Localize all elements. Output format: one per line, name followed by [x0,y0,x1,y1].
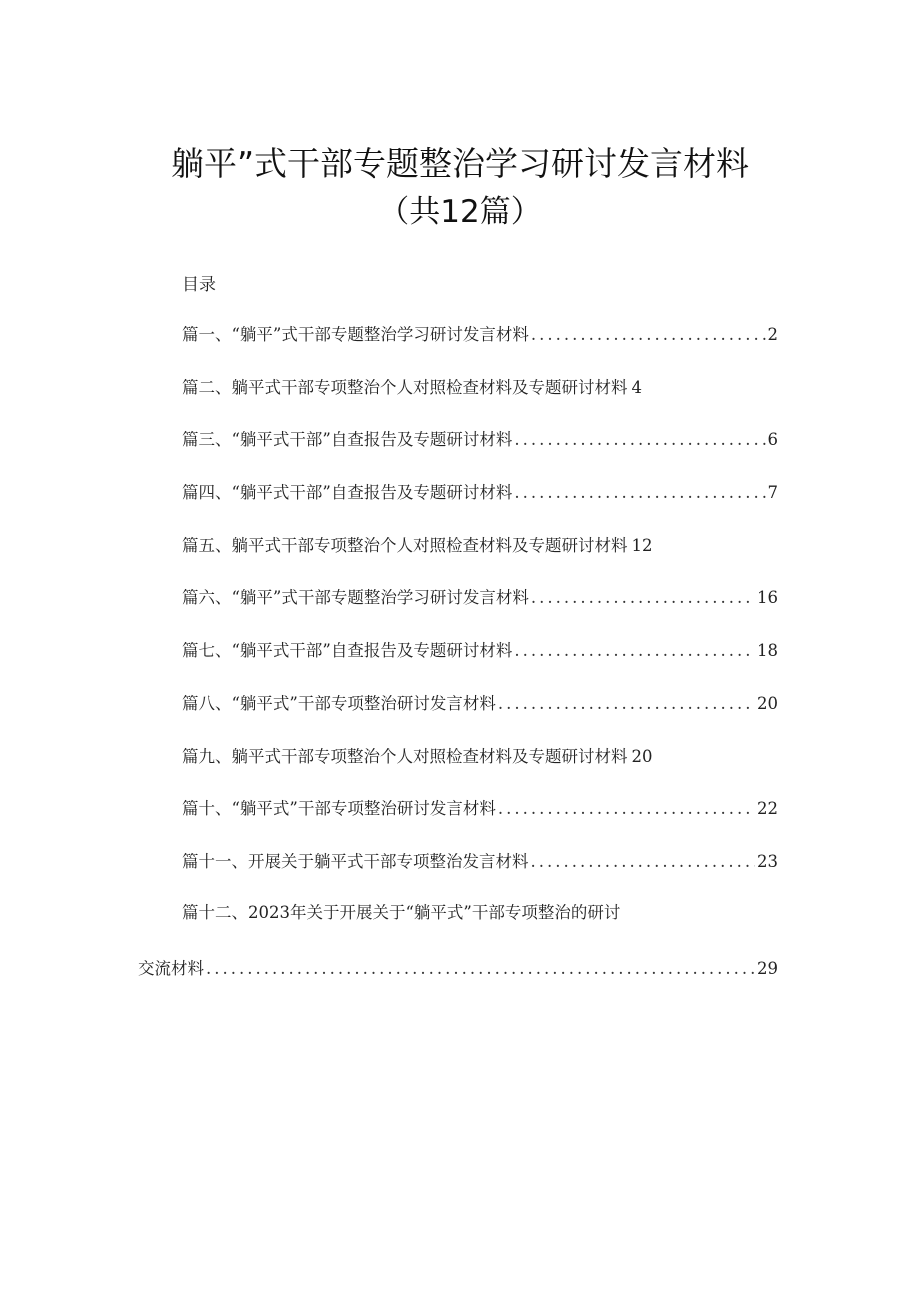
toc-entry-page: 4 [631,377,642,397]
toc-entry-page: 16 [757,588,778,608]
toc-entry-page: 7 [767,483,778,503]
toc-entry-1[interactable] [182,318,778,371]
toc-entry-12[interactable] [182,896,778,930]
table-of-contents [182,318,778,898]
toc-entry-page: 23 [757,851,778,871]
toc-leader-dots [531,581,755,615]
toc-entry-page: 20 [757,693,778,713]
toc-entry-label: 篇八、“躺平式”干部专项整治研讨发言材料 [182,693,496,713]
toc-leader-dots [531,318,766,352]
toc-entry-2[interactable] [182,371,778,424]
toc-entry-page: 12 [631,535,653,555]
toc-entry-label: 篇十一、开展关于躺平式干部专项整治发言材料 [182,851,529,871]
toc-leader-dots [514,634,755,668]
toc-leader-dots [531,845,756,879]
toc-entry-page: 2 [767,325,778,344]
toc-entry-12-continuation[interactable] [138,952,778,986]
toc-entry-label: 篇四、“躺平式干部”自查报告及专题研讨材料 [182,483,513,503]
toc-entry-10[interactable] [182,792,778,845]
toc-entry-label: 篇一、“躺平”式干部专题整治学习研讨发言材料 [182,325,529,344]
toc-leader-dots [514,476,765,510]
title-line-2: （共12篇） [378,194,542,230]
toc-entry-label: 篇十、“躺平式”干部专项整治研讨发言材料 [182,799,496,819]
toc-entry-4[interactable] [182,476,778,529]
toc-entry-11[interactable] [182,845,778,898]
toc-leader-dots [206,952,755,986]
toc-heading: 目录 [182,275,216,295]
toc-entry-label: 篇三、“躺平式干部”自查报告及专题研讨材料 [182,430,513,450]
toc-entry-page: 29 [757,959,778,978]
toc-entry-9[interactable] [182,740,778,793]
toc-entry-page: 20 [631,746,653,766]
toc-entry-label: 篇二、躺平式干部专项整治个人对照检查材料及专题研讨材料 [182,377,628,397]
toc-leader-dots [498,687,755,721]
toc-entry-label: 交流材料 [138,959,204,978]
toc-leader-dots [514,423,765,457]
toc-entry-label: 篇五、躺平式干部专项整治个人对照检查材料及专题研讨材料 [182,535,628,555]
toc-leader-dots [498,792,755,826]
toc-entry-label: 篇七、“躺平式干部”自查报告及专题研讨材料 [182,641,513,661]
toc-entry-5[interactable] [182,529,778,582]
toc-entry-7[interactable] [182,634,778,687]
title-line-1: 躺平”式干部专题整治学习研讨发言材料 [170,144,750,183]
toc-entry-page: 6 [767,430,778,450]
toc-entry-6[interactable] [182,581,778,634]
toc-entry-page: 22 [757,799,778,819]
toc-entry-8[interactable] [182,687,778,740]
toc-entry-page: 18 [757,641,778,661]
document-title [0,140,920,236]
toc-entry-label: 篇十二、2023年关于开展关于“躺平式”干部专项整治的研讨 [182,903,621,922]
toc-entry-label: 篇九、躺平式干部专项整治个人对照检查材料及专题研讨材料 [182,746,628,766]
toc-entry-label: 篇六、“躺平”式干部专题整治学习研讨发言材料 [182,588,529,608]
toc-entry-3[interactable] [182,423,778,476]
